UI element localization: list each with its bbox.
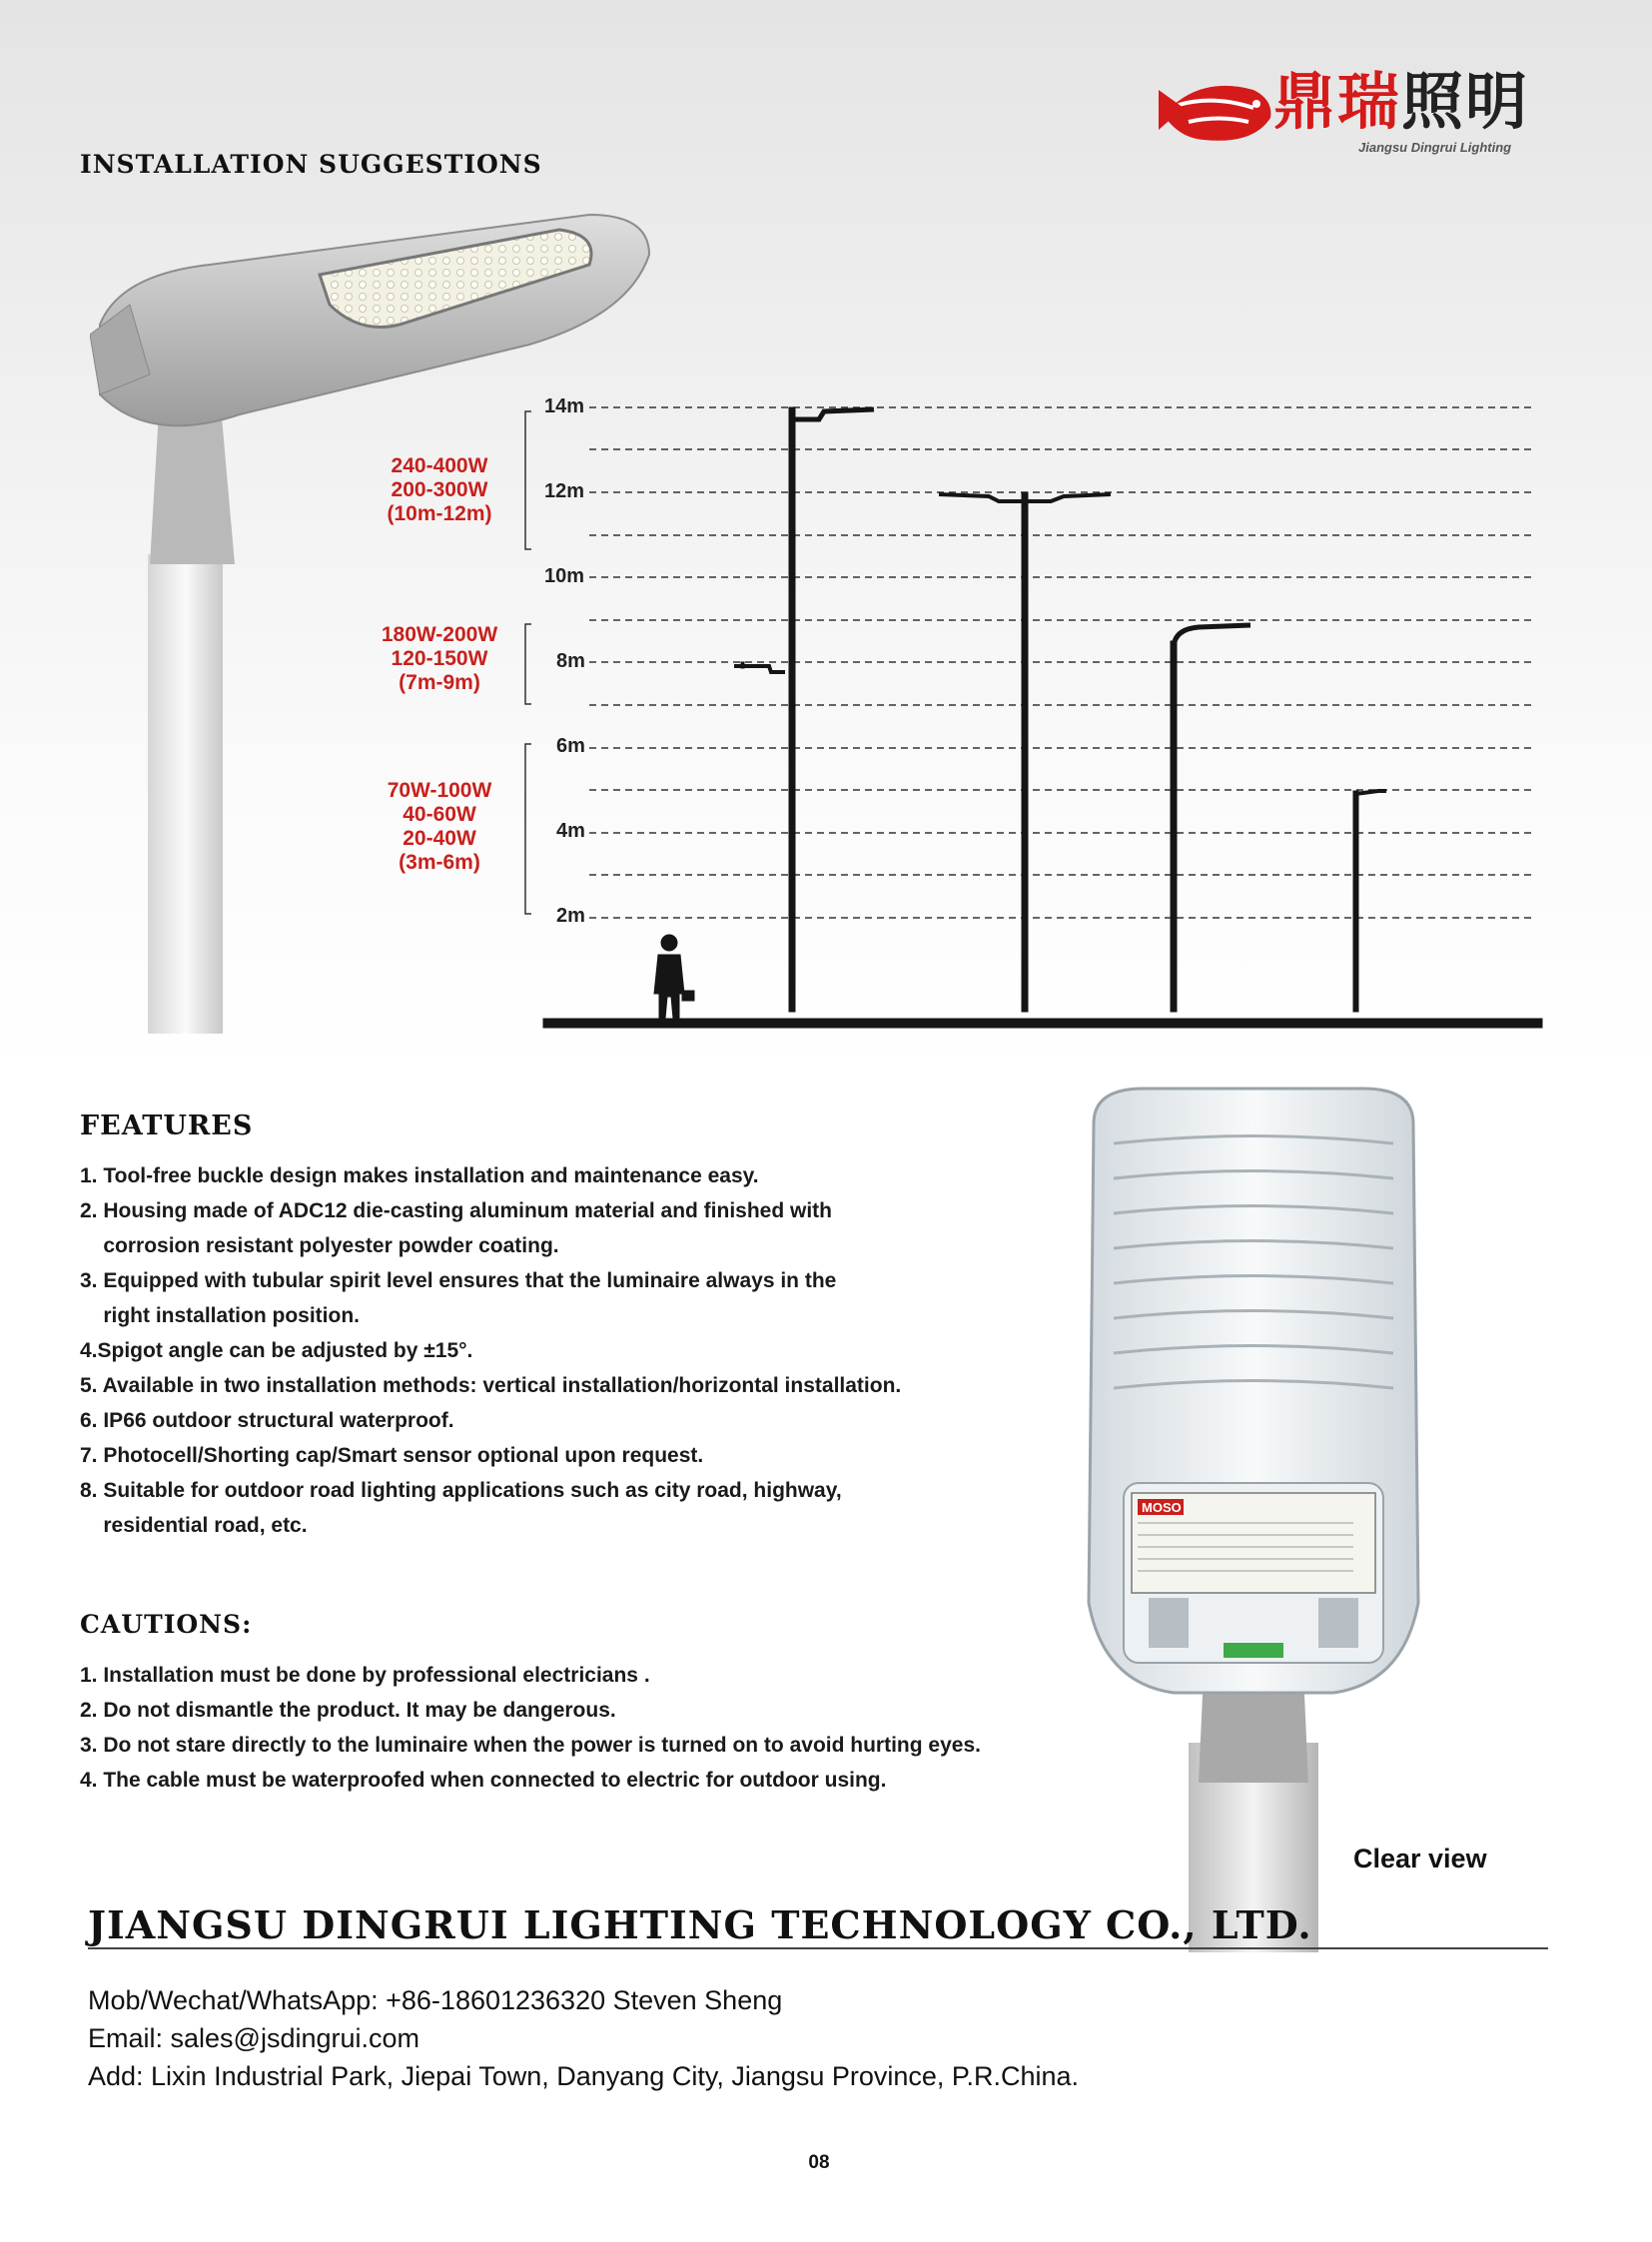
page-number: 08 xyxy=(808,2152,830,2173)
caution-item: 4. The cable must be waterproofed when connected to electric for outdoor using. xyxy=(80,1769,887,1792)
feature-item: 1. Tool-free buckle design makes installation and maintenance easy. xyxy=(80,1164,759,1187)
feature-item: 6. IP66 outdoor structural waterproof. xyxy=(80,1409,454,1432)
feature-item: corrosion resistant polyester powder coating. xyxy=(80,1234,559,1257)
power-group-line: 200-300W xyxy=(391,478,488,501)
logo-chinese-text xyxy=(1273,52,1529,141)
power-group-line: (3m-6m) xyxy=(399,851,480,874)
height-label-2m: 2m xyxy=(556,905,585,927)
caution-item: 3. Do not stare directly to the luminaire when the power is turned on to avoid hurting eyes. xyxy=(80,1734,981,1757)
company-logo xyxy=(1159,52,1538,170)
fish-logo-icon xyxy=(1159,60,1278,160)
logo-cn-dark: 照明 xyxy=(1401,65,1530,138)
features-list xyxy=(80,1158,1039,1543)
feature-item: residential road, etc. xyxy=(80,1514,308,1537)
height-label-4m: 4m xyxy=(556,820,585,842)
feature-item: right installation position. xyxy=(80,1304,360,1327)
feature-item: 5. Available in two installation methods: vertical installation/horizontal installation. xyxy=(80,1374,902,1397)
feature-item: 2. Housing made of ADC12 die-casting aluminum material and finished with xyxy=(80,1199,833,1222)
feature-item: 8. Suitable for outdoor road lighting applications such as city road, highway, xyxy=(80,1479,842,1502)
feature-item: 7. Photocell/Shorting cap/Smart sensor optional upon request. xyxy=(80,1444,704,1467)
power-group-line: (10m-12m) xyxy=(387,502,492,525)
contact-email: Email: sales@jsdingrui.com xyxy=(88,2023,420,2053)
height-label-8m: 8m xyxy=(556,650,585,672)
power-group-line: (7m-9m) xyxy=(399,671,480,694)
power-group-high xyxy=(370,454,509,526)
cautions-title: CAUTIONS: xyxy=(80,1610,253,1639)
power-group-low xyxy=(370,779,509,875)
driver-brand-label: MOSO xyxy=(1142,1500,1182,1515)
power-group-mid xyxy=(370,623,509,695)
power-group-line: 40-60W xyxy=(403,803,476,826)
power-group-line: 180W-200W xyxy=(381,623,498,646)
power-group-line: 240-400W xyxy=(391,454,488,477)
footer-divider xyxy=(88,1947,1548,1949)
height-label-14m: 14m xyxy=(544,395,585,417)
height-chart xyxy=(519,379,1548,1039)
contact-address: Add: Lixin Industrial Park, Jiepai Town, Danyang City, Jiangsu Province, P.R.China. xyxy=(88,2061,1080,2091)
height-label-6m: 6m xyxy=(556,735,585,757)
height-label-10m: 10m xyxy=(544,565,585,587)
caution-item: 1. Installation must be done by professional electricians . xyxy=(80,1664,650,1687)
clear-view-caption: Clear view xyxy=(1353,1844,1487,1873)
product-clear-view-image xyxy=(1054,1084,1453,1952)
logo-english-text: Jiangsu Dingrui Lighting xyxy=(1358,140,1512,155)
installation-title: INSTALLATION SUGGESTIONS xyxy=(80,150,542,179)
feature-item: 3. Equipped with tubular spirit level ensures that the luminaire always in the xyxy=(80,1269,837,1292)
power-group-line: 120-150W xyxy=(391,647,488,670)
caution-item: 2. Do not dismantle the product. It may be dangerous. xyxy=(80,1699,616,1722)
company-name: JIANGSU DINGRUI LIGHTING TECHNOLOGY CO., LTD. xyxy=(88,1902,1312,1947)
power-group-line: 20-40W xyxy=(403,827,476,850)
contact-mobile: Mob/Wechat/WhatsApp: +86-18601236320 Steven Sheng xyxy=(88,1985,783,2015)
power-group-line: 70W-100W xyxy=(387,779,492,802)
features-title: FEATURES xyxy=(80,1111,254,1141)
logo-cn-red: 鼎瑞 xyxy=(1273,65,1402,138)
cautions-list xyxy=(80,1658,1079,1798)
height-label-12m: 12m xyxy=(544,480,585,502)
feature-item: 4.Spigot angle can be adjusted by ±15°. xyxy=(80,1339,473,1362)
